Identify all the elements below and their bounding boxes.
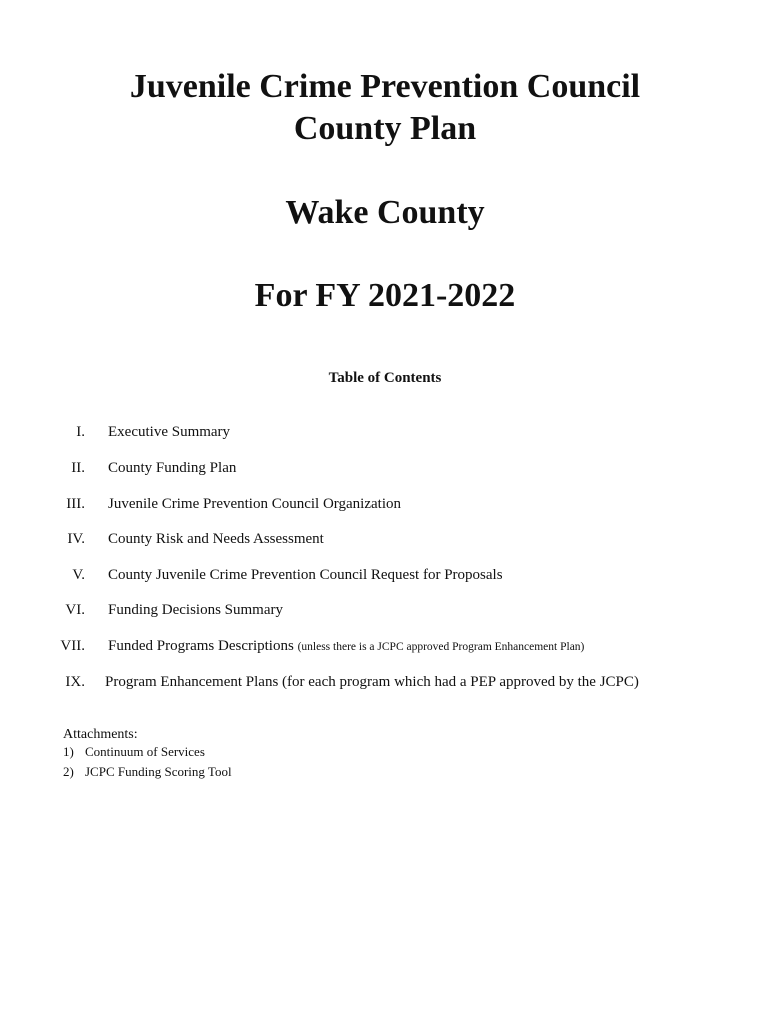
toc-item-number: II. [71,460,85,476]
toc-item-label: County Risk and Needs Assessment [108,531,324,547]
attachment-item [63,743,205,761]
toc-item-number: IV. [67,531,85,547]
toc-item-number: IX. [65,674,85,690]
document-title-line-1: Juvenile Crime Prevention Council [129,68,641,105]
attachment-number: 1) [63,744,74,759]
toc-item-number: I. [76,424,85,440]
attachment-label: Continuum of Services [85,744,205,759]
toc-item-label: Juvenile Crime Prevention Council Organization [108,496,401,512]
toc-item-number: VII. [60,638,85,654]
attachment-label: JCPC Funding Scoring Tool [85,764,232,779]
toc-item-number: V. [72,567,85,583]
toc-item [0,494,770,514]
toc-item [0,600,770,620]
toc-item-label: Executive Summary [108,424,231,440]
toc-item [0,565,770,585]
county-name: Wake County [285,194,485,231]
toc-item-label: County Juvenile Crime Prevention Council Request for Proposals [108,567,503,583]
toc-item-number: VI. [65,602,85,618]
attachments-heading: Attachments: [63,727,138,742]
fiscal-year: For FY 2021-2022 [254,277,516,314]
toc-item [0,458,770,478]
toc-item [0,672,770,692]
attachment-item [63,763,232,781]
attachment-number: 2) [63,764,74,779]
toc-item-label: County Funding Plan [108,460,237,476]
toc-heading: Table of Contents [328,370,442,386]
toc-item [0,422,770,442]
toc-item [0,636,770,656]
toc-item-label: Funded Programs Descriptions [108,638,294,654]
toc-item-label: Program Enhancement Plans (for each program which had a PEP approved by the JCPC) [105,674,639,690]
toc-item-label-group [108,636,584,657]
document-title-line-2: County Plan [293,110,477,147]
toc-item-number: III. [66,496,85,512]
toc-item [0,529,770,549]
toc-item-note: (unless there is a JCPC approved Program Enhancement Plan) [297,641,585,653]
toc-item-label: Funding Decisions Summary [108,602,283,618]
